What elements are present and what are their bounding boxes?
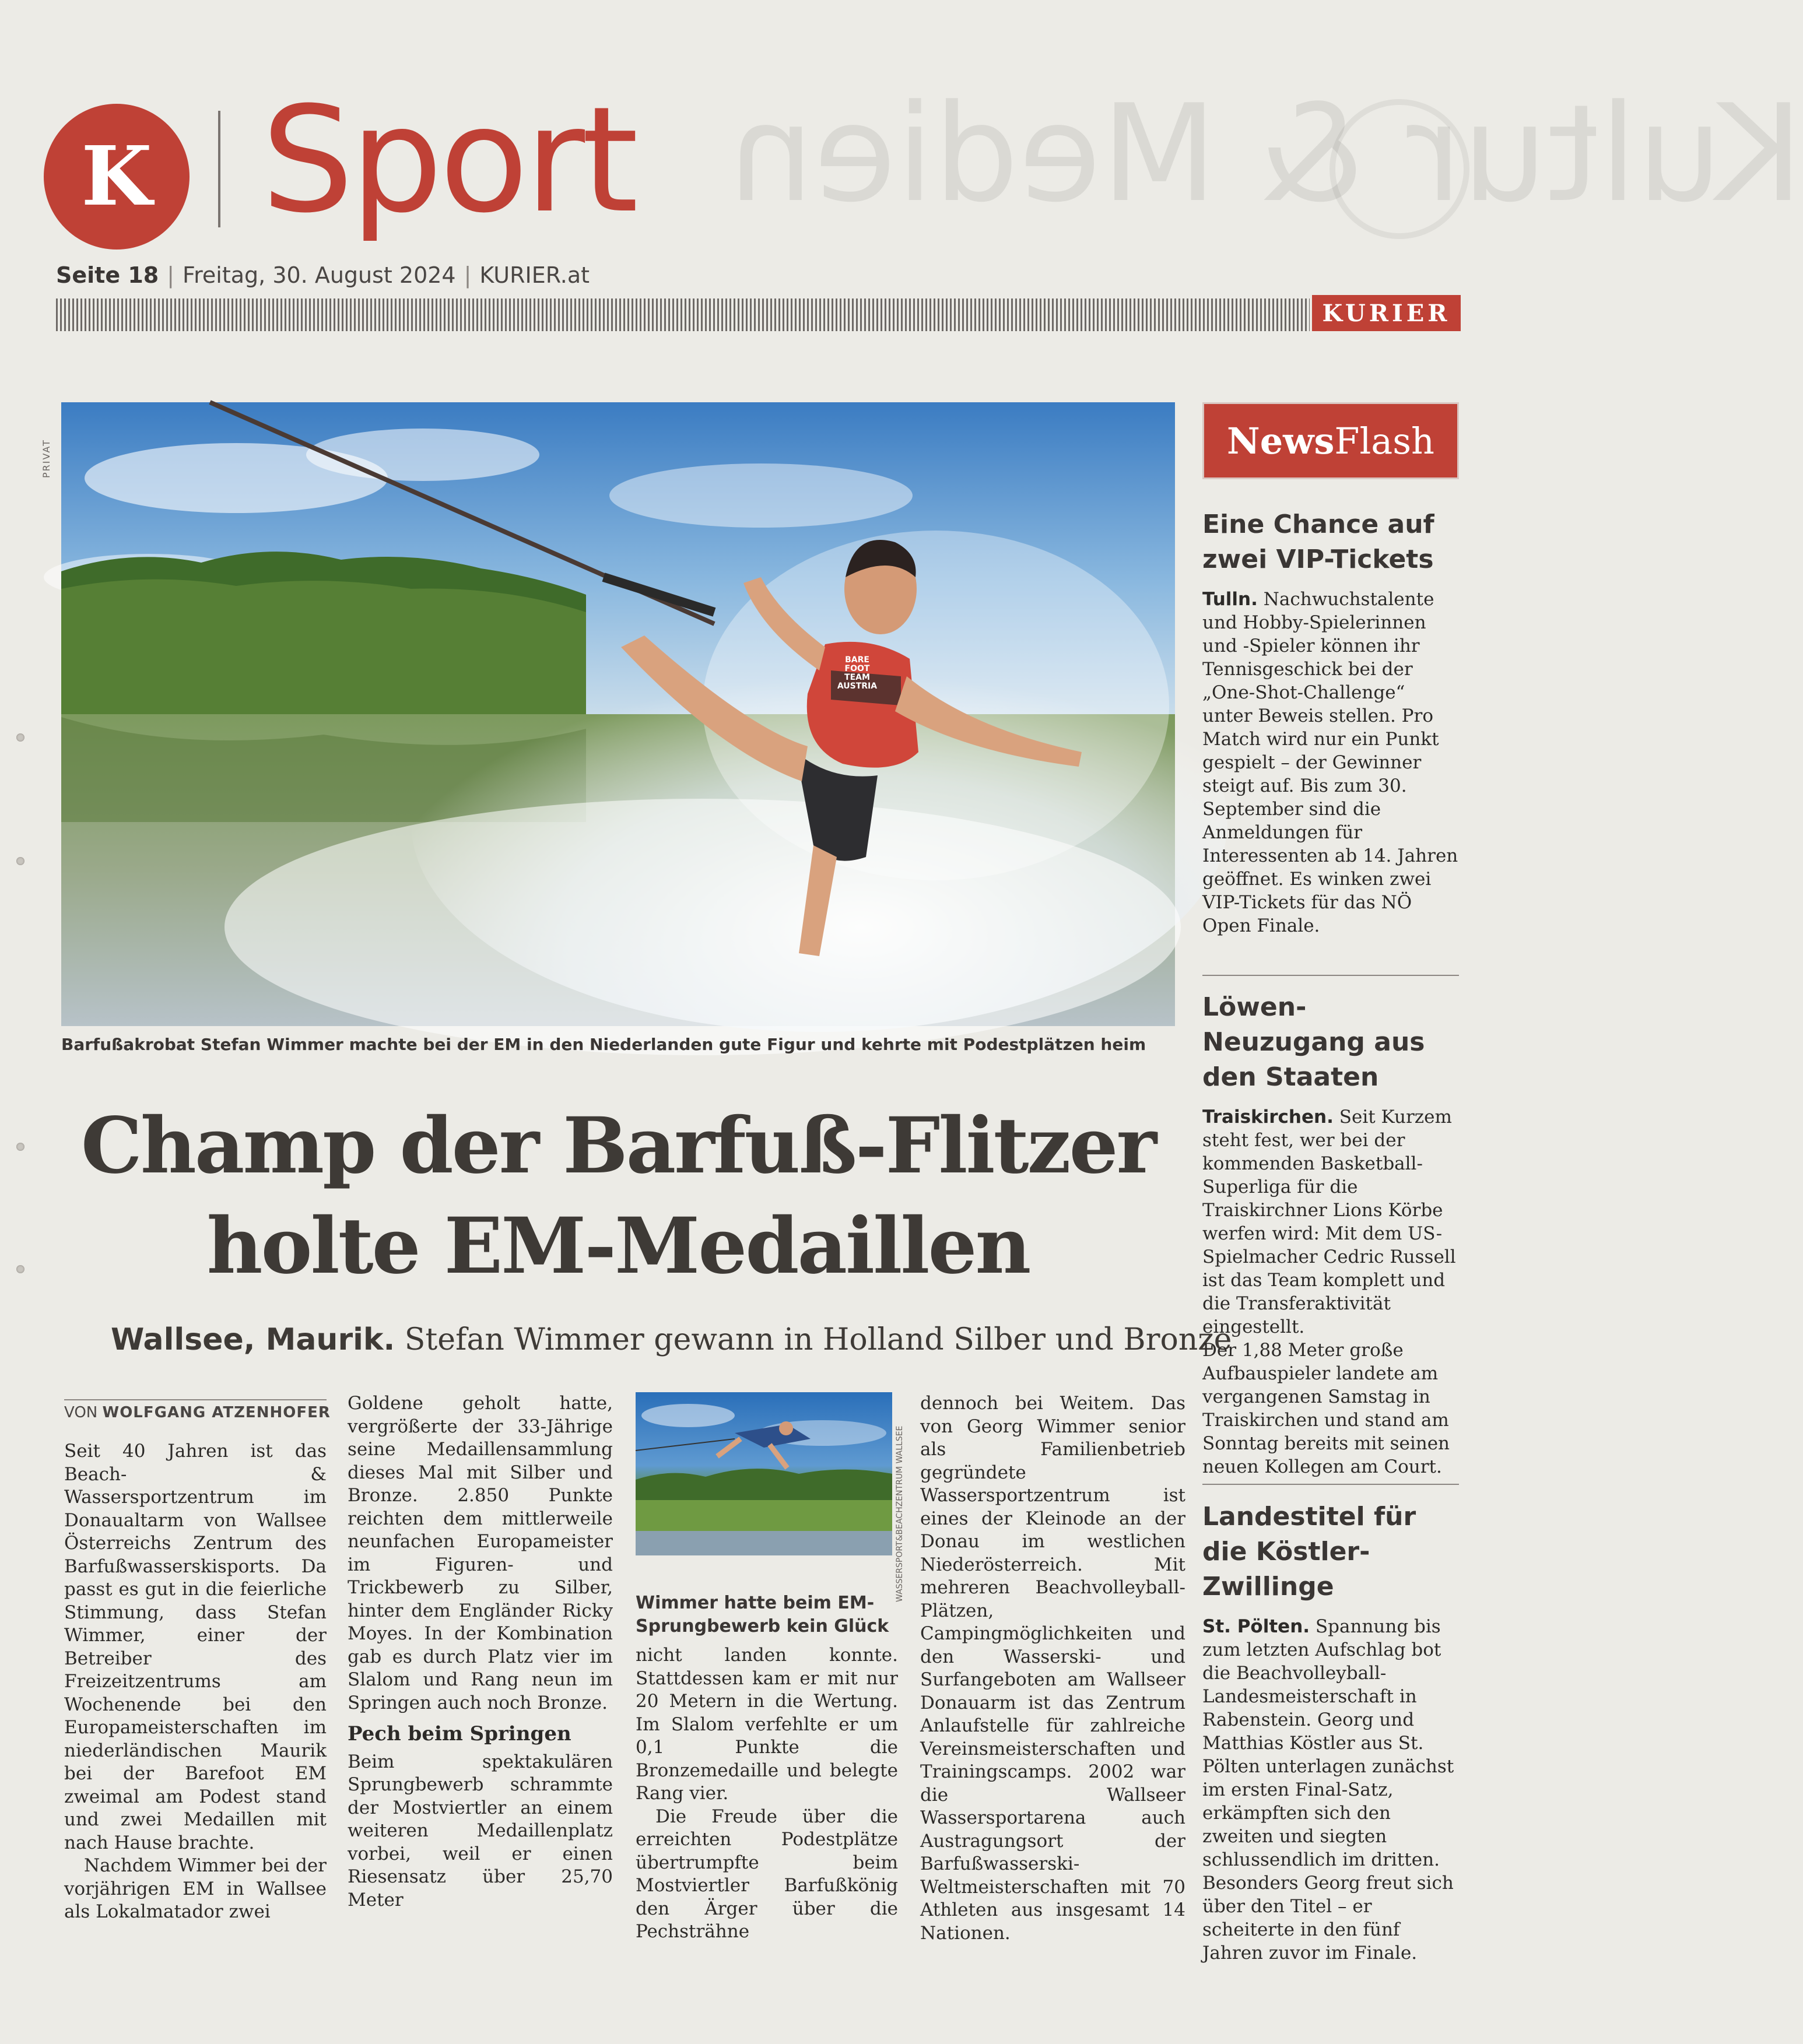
punch-hole	[16, 1265, 24, 1273]
paragraph: nicht landen konnte. Stattdessen kam er mit nur 20 Metern in die Wertung. Im Slalom verfehlte er um 0,1 Punkte die Bronzemedaille und belegte Rang vier.	[636, 1645, 898, 1804]
news-item-body: Seit Kurzem steht fest, wer bei der kommenden Basketball-Superliga für die Traiskirchner Lions Körbe werfen wird: Mit dem US-Spielmacher Cedric Russell ist das Team komplett und die Transferaktivität eingestellt.	[1202, 1107, 1456, 1337]
inline-photo	[636, 1392, 892, 1555]
newsflash-label	[1202, 402, 1459, 479]
header-divider	[218, 111, 220, 227]
punch-hole	[16, 1143, 24, 1151]
subhead: Pech beim Springen	[348, 1722, 571, 1746]
site-link[interactable]: KURIER.at	[479, 262, 590, 288]
paragraph: Goldene geholt hatte, vergrößerte der 33-Jährige seine Medaillensammlung dieses Mal mit Silber und Bronze. 2.850 Punkte reichten dem mittlerweile neunfachen Europameister im Figuren- und Trickbewerb zu Silber, hinter dem Engländer Ricky Moyes. In der Kombination gab es durch Platz vier im Slalom und Rang neun im Springen auch noch Bronze.	[348, 1393, 613, 1713]
article-column-1	[64, 1440, 327, 1924]
news-item-place: Tulln.	[1202, 589, 1258, 610]
news-item-body: Spannung bis zum letzten Aufschlag bot die Beachvolleyball-Landesmeisterschaft in Rabenstein. Georg und Matthias Köstler aus St. Pölten unterlagen zunächst im ersten Final-Satz, erkämpften sich den zweiten und siegten schlussendlich im dritten. Besonders Georg freut sich über den Titel – er scheiterte in den fünf Jahren zuvor im Finale.	[1202, 1616, 1454, 1964]
sidebar-divider	[1202, 975, 1459, 976]
dateline: Wallsee, Maurik.	[111, 1322, 395, 1357]
page-meta: Seite 18 | Freitag, 30. August 2024 | KURIER.at	[56, 262, 590, 288]
paragraph: Beim spektakulären Sprungbewerb schrammte der Mostviertler an einem weiteren Medaillenplatz vorbei, weil er einen Riesensatz über 25,70 Meter	[348, 1751, 613, 1910]
news-item-text	[1202, 1105, 1459, 1339]
news-item-text	[1202, 1615, 1459, 1965]
paragraph: Die Freude über die erreichten Podestplätze übertrumpfte beim Mostviertler Barfußkönig den Ärger über die Pechsträhne	[636, 1806, 898, 1942]
inline-photo-caption: Wimmer hatte beim EM-Sprungbewerb kein Glück	[636, 1593, 889, 1636]
issue-date: Freitag, 30. August 2024	[183, 262, 456, 288]
main-photo	[61, 402, 1175, 1026]
photo-credit: PRIVAT	[41, 439, 52, 478]
paragraph: dennoch bei Weitem. Das von Georg Wimmer senior als Familienbetrieb gegründete Wassersportzentrum ist eines der Kleinode an der Donau im westlichen Niederösterreich. Mit mehreren Beachvolleyball-Plätzen, Campingmöglichkeiten und den Wasserski- und Surfangeboten am Wallseer Donauarm ist das Zentrum Anlaufstelle für zahlreiche Vereinsmeisterschaften und Trainingscamps. 2002 war die Wallseer Wassersportarena auch Austragungsort der Barfußwasserski-Weltmeisterschaften mit 70 Athleten aus insgesamt 14 Nationen.	[920, 1393, 1185, 1944]
sidebar-divider	[1202, 1484, 1459, 1485]
newsflash-rest: Flash	[1334, 419, 1434, 462]
paragraph: Seit 40 Jahren ist das Beach- & Wassersportzentrum im Donaualtarm von Wallsee Österreichs Zentrum des Barfußwasserskisports. Da passt es gut in die feierliche Stimmung, dass Stefan Wimmer, einer der Betreiber des Freizeitzentrums am Wochenende bei den Europameisterschaften im niederländischen Maurik bei der Barefoot EM zweimal am Podest stand und zwei Medaillen mit nach Hause brachte.	[64, 1441, 327, 1853]
paragraph: Nachdem Wimmer bei der vorjährigen EM in Wallsee als Lokalmatador zwei	[64, 1855, 327, 1922]
jumper-illustration	[636, 1392, 892, 1555]
news-item-title: Löwen-Neuzugang aus den Staaten	[1202, 992, 1425, 1092]
waterskier-illustration	[61, 402, 1175, 1026]
show-through-logo	[1330, 99, 1469, 239]
news-item-place: St. Pölten.	[1202, 1616, 1310, 1637]
news-item-text	[1202, 588, 1459, 937]
headline-line-1: Champ der Barfuß-Flitzer	[80, 1101, 1156, 1191]
brand-label: KURIER	[1312, 295, 1461, 331]
author: WOLFGANG ATZENHOFER	[102, 1404, 331, 1421]
punch-hole	[16, 857, 24, 865]
news-item-text-2: Der 1,88 Meter große Aufbauspieler landete am vergangenen Samstag in Traiskirchen und stand am Sonntag bereits mit seinen neuen Kollegen am Court.	[1202, 1340, 1450, 1477]
byline	[64, 1404, 331, 1421]
newsflash-bold: News	[1227, 419, 1335, 462]
news-item-title: Landestitel für die Köstler-Zwillinge	[1202, 1502, 1416, 1602]
section-title: Sport	[261, 75, 636, 245]
byline-prefix: VON	[64, 1404, 98, 1421]
inline-photo-credit: WASSERSPORT&BEACHZENTRUM WALLSEE	[895, 1425, 904, 1602]
news-item	[1202, 990, 1459, 1478]
news-item	[1202, 507, 1459, 937]
headline	[64, 1096, 1172, 1297]
photo-caption: Barfußakrobat Stefan Wimmer machte bei der EM in den Niederlanden gute Figur und kehrte mit Podestplätzen heim	[61, 1035, 1146, 1054]
headline-line-2: holte EM-Medaillen	[206, 1201, 1030, 1291]
page-number: Seite 18	[56, 262, 159, 288]
article-column-4	[920, 1392, 1185, 1945]
header-rule	[56, 298, 1310, 331]
punch-hole	[16, 733, 24, 742]
news-item-body: Nachwuchstalente und Hobby-Spielerinnen und -Spieler können ihr Tennisgeschick bei der „One-Shot-Challenge“ unter Beweis stellen. Pro Match wird nur ein Punkt gespielt – der Gewinner steigt auf. Bis zum 30. September sind die Anmeldungen für Interessenten ab 14. Jahren geöffnet. Es winken zwei VIP-Tickets für das NÖ Open Finale.	[1202, 589, 1458, 936]
news-item-title: Eine Chance auf zwei VIP-Tickets	[1202, 510, 1434, 574]
byline-rule	[64, 1399, 327, 1400]
article-column-3	[636, 1644, 898, 1944]
subtitle: Stefan Wimmer gewann in Holland Silber und Bronze	[404, 1322, 1232, 1357]
subheadline	[111, 1322, 1232, 1357]
show-through-text: Kultur & Medien	[729, 76, 1803, 232]
kurier-logo: K	[44, 104, 190, 250]
news-item-place: Traiskirchen.	[1202, 1107, 1334, 1128]
news-item	[1202, 1499, 1459, 1965]
article-column-2	[348, 1392, 613, 1912]
vest-print: BARE FOOT TEAM AUSTRIA	[837, 655, 878, 691]
